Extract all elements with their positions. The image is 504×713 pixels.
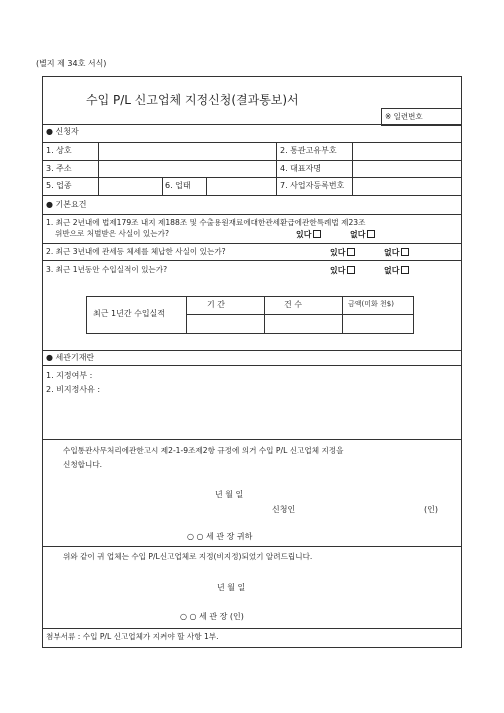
q2-no-label: 없다	[384, 248, 400, 257]
company-name-field[interactable]	[100, 144, 274, 158]
business-item-field[interactable]	[208, 179, 274, 193]
applicant-signature-label: 신청인	[272, 505, 296, 514]
non-designation-reason-label: 2. 비지정사유 :	[46, 385, 101, 394]
biz-reg-no-field[interactable]	[354, 179, 458, 193]
requirement-q1-line1: 1. 최근 2년내에 법제179조 내지 제188조 및 수출용원재료에대한관세환급에관한특례법 제23조	[46, 218, 366, 227]
q1-no-checkbox[interactable]	[367, 230, 375, 238]
address-field[interactable]	[100, 162, 274, 176]
q2-no-checkbox[interactable]	[401, 248, 409, 256]
business-type-field[interactable]	[100, 179, 160, 193]
designation-label: 1. 지정여부 :	[46, 371, 93, 380]
q3-yes-checkbox[interactable]	[347, 266, 355, 274]
applicant-seal: (인)	[424, 505, 438, 514]
q2-yes-option[interactable]	[330, 248, 355, 257]
q2-no-option[interactable]	[384, 248, 409, 257]
requirement-q1-line2: 위반으로 처벌받은 사실이 있는가?	[55, 229, 169, 238]
period-cell[interactable]	[188, 316, 262, 331]
import-record-row-label: 최근 1년간 수입실적	[93, 309, 165, 318]
requirement-q2: 2. 최근 3년내에 관세등 체세를 체납한 사실이 있는가?	[46, 247, 226, 256]
amount-header: 금액(미화 천$)	[348, 300, 394, 308]
notice-date: 년 월 일	[217, 583, 246, 592]
form-number: (별지 제 34호 서식)	[36, 59, 107, 68]
representative-field[interactable]	[354, 162, 458, 176]
q1-yes-label: 있다	[296, 230, 312, 239]
form-title: 수입 P/L 신고업체 지정신청(결과통보)서	[86, 93, 299, 107]
application-text-line2: 신청합니다.	[63, 460, 103, 469]
attachment-note: 첨부서류 : 수입 P/L 신고업체가 지켜야 할 사항 1부.	[46, 632, 219, 641]
result-notice-text: 위와 같이 귀 업체는 수입 P/L신고업체로 지정(비지정)되었기 알려드립니다.	[63, 552, 313, 561]
customs-section-header: ● 세관기재란	[46, 353, 95, 362]
customs-code-label: 2. 통관고유부호	[280, 146, 337, 155]
amount-cell[interactable]	[344, 316, 410, 331]
q2-yes-label: 있다	[330, 248, 346, 257]
q1-yes-checkbox[interactable]	[313, 230, 321, 238]
application-addressee: ○ ○ 세 관 장 귀하	[187, 532, 253, 541]
customs-code-field[interactable]	[354, 144, 458, 158]
representative-label: 4. 대표자명	[280, 164, 322, 173]
q3-yes-label: 있다	[330, 266, 346, 275]
q2-yes-checkbox[interactable]	[347, 248, 355, 256]
requirement-q3: 3. 최근 1년동안 수입실적이 있는가?	[46, 265, 168, 274]
q3-yes-option[interactable]	[330, 266, 355, 275]
q3-no-checkbox[interactable]	[401, 266, 409, 274]
applicant-section-header: ● 신청자	[46, 127, 79, 136]
application-date: 년 월 일	[215, 490, 244, 499]
company-name-label: 1. 상호	[46, 146, 72, 155]
requirements-section-header: ● 기본요건	[46, 200, 87, 209]
q1-yes-option[interactable]	[296, 230, 321, 239]
biz-reg-no-label: 7. 사업자등록번호	[280, 181, 345, 190]
q1-no-label: 없다	[350, 230, 366, 239]
period-header: 기 간	[207, 300, 225, 309]
business-type-label: 5. 업종	[46, 181, 72, 190]
notice-signer: ○ ○ 세 관 장 (인)	[180, 612, 244, 621]
address-label: 3. 주소	[46, 164, 72, 173]
count-cell[interactable]	[266, 316, 340, 331]
q3-no-option[interactable]	[384, 266, 409, 275]
q3-no-label: 없다	[384, 266, 400, 275]
count-header: 건 수	[284, 300, 302, 309]
serial-number-label: ※ 일련번호	[385, 112, 423, 121]
business-item-label: 6. 업태	[165, 181, 191, 190]
application-text-line1: 수입통관사무처리에관한고시 제2-1-9조제2항 규정에 의거 수입 P/L 신고업체 지정을	[63, 446, 344, 455]
q1-no-option[interactable]	[350, 230, 375, 239]
